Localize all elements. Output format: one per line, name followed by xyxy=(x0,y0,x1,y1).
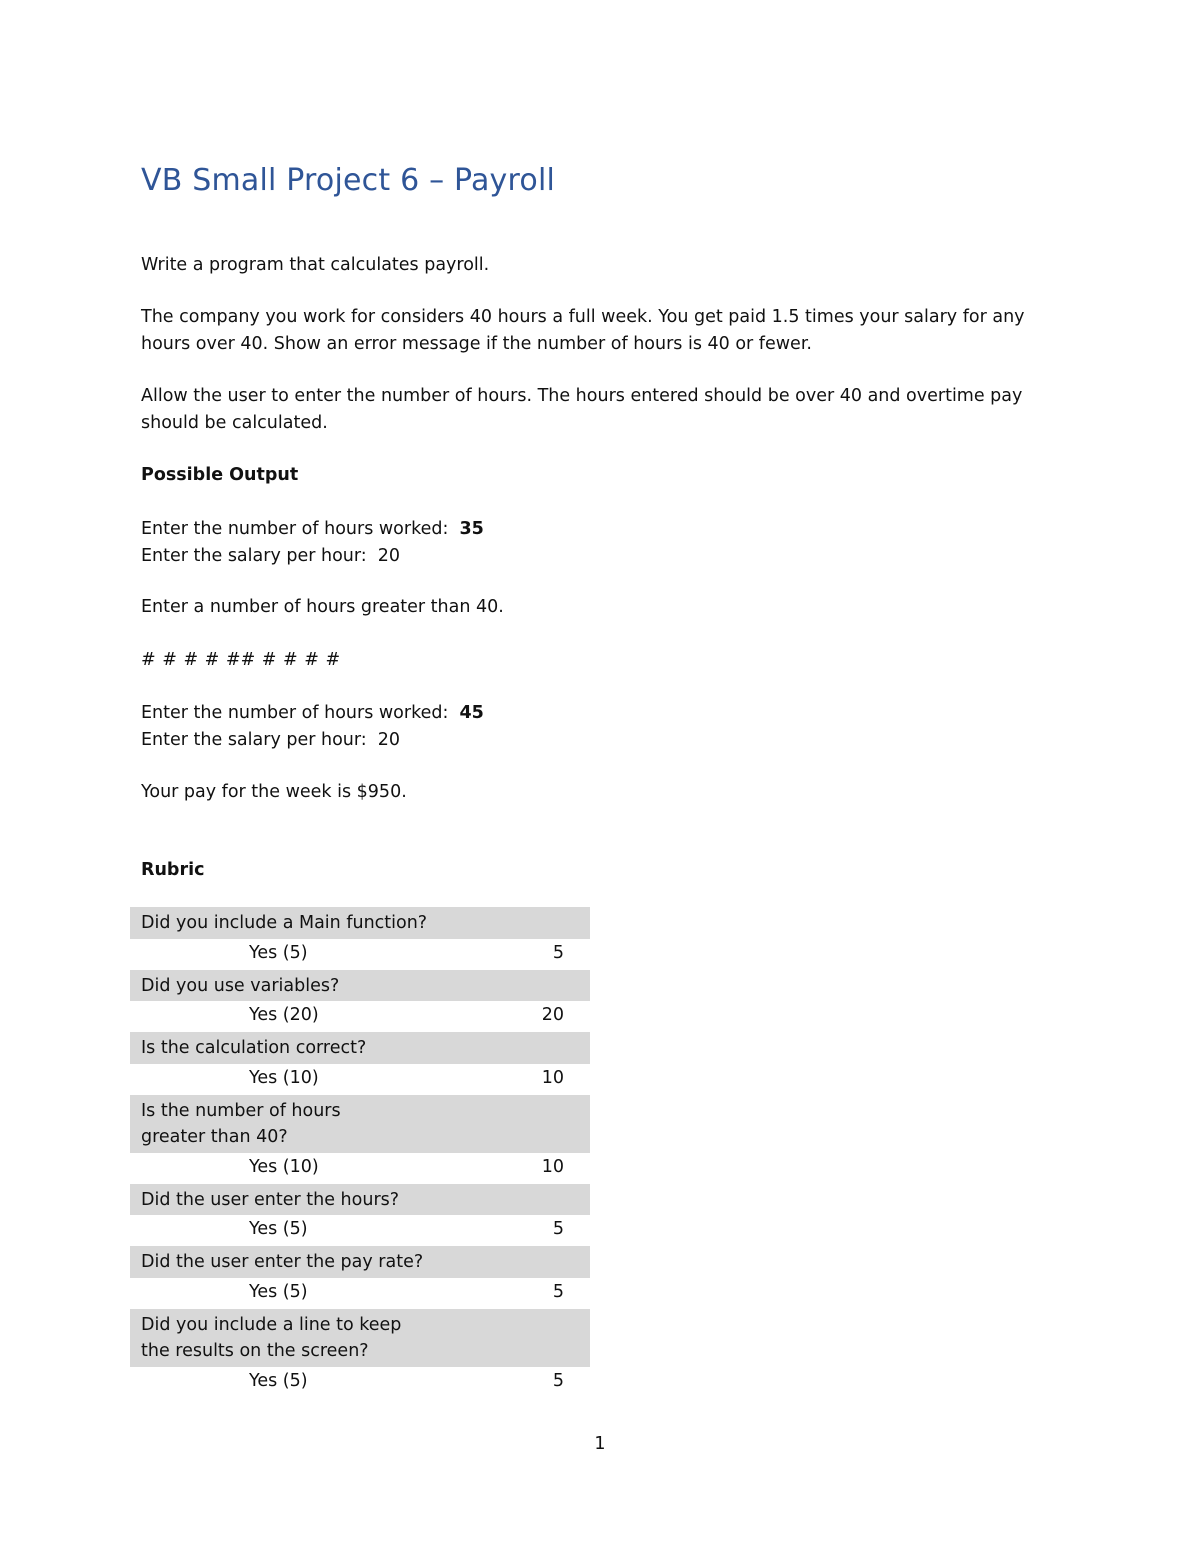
rubric-question xyxy=(130,1309,590,1367)
page-number: 1 xyxy=(594,1434,606,1454)
rubric-heading: Rubric xyxy=(141,860,205,880)
rubric-answer-row xyxy=(130,1367,590,1396)
rubric-question-line: greater than 40? xyxy=(141,1127,288,1147)
rubric-answer: Yes (5) xyxy=(249,1370,308,1391)
rubric-question xyxy=(130,1032,590,1064)
rubric-question xyxy=(130,1184,590,1216)
example-1-block xyxy=(141,516,1041,569)
example-2-hours-line xyxy=(141,700,1041,727)
separator-line: # # # # ## # # # # xyxy=(141,650,341,670)
rubric-answer: Yes (10) xyxy=(249,1156,319,1177)
intro-paragraph: Write a program that calculates payroll. xyxy=(141,255,490,275)
rubric-question xyxy=(130,1095,590,1153)
example-1-message: Enter a number of hours greater than 40. xyxy=(141,597,504,617)
rubric-question-line: Did the user enter the hours? xyxy=(141,1189,400,1210)
rubric-points: 20 xyxy=(541,1005,564,1025)
requirements-paragraph xyxy=(141,304,1041,357)
requirements-line-1: The company you work for considers 40 hours a full week. You get paid 1.5 times your salary for any xyxy=(141,307,1025,327)
rubric-answer: Yes (5) xyxy=(249,1219,308,1239)
rubric-question-line: Did you include a line to keep xyxy=(141,1314,402,1335)
rubric-answer: Yes (5) xyxy=(249,1281,308,1302)
rubric-question-line: the results on the screen? xyxy=(141,1341,369,1361)
rubric-answer-row xyxy=(130,1001,590,1030)
rubric-answer: Yes (10) xyxy=(249,1067,319,1088)
rubric-answer-row xyxy=(130,1064,590,1093)
example-2-salary-line xyxy=(141,727,1041,754)
example-1-salary-value: 20 xyxy=(377,545,401,566)
rubric-question-line: Is the number of hours xyxy=(141,1100,341,1121)
input-line-1: Allow the user to enter the number of hours. The hours entered should be over 40 and overtime pay xyxy=(141,386,1023,406)
requirements-line-2: hours over 40. Show an error message if the number of hours is 40 or fewer. xyxy=(141,333,812,354)
rubric-question xyxy=(130,907,590,939)
rubric-answer-row xyxy=(130,1278,590,1307)
example-2-salary-prompt: Enter the salary per hour: xyxy=(141,729,378,750)
example-1-hours-prompt: Enter the number of hours worked: xyxy=(141,519,460,539)
example-2-salary-value: 20 xyxy=(377,729,401,750)
example-2-hours-value: 45 xyxy=(459,703,484,723)
example-1-salary-prompt: Enter the salary per hour: xyxy=(141,545,378,566)
rubric-points: 5 xyxy=(552,942,564,963)
rubric-answer-row xyxy=(130,1215,590,1244)
example-1-salary-line xyxy=(141,543,1041,570)
rubric-question-line: Did you use variables? xyxy=(141,975,340,996)
example-1-hours-value: 35 xyxy=(459,519,484,539)
document-title: VB Small Project 6 – Payroll xyxy=(141,163,556,198)
rubric-points: 5 xyxy=(552,1370,564,1391)
rubric-points: 10 xyxy=(541,1067,564,1088)
rubric-points: 10 xyxy=(541,1156,564,1177)
input-line-2: should be calculated. xyxy=(141,412,328,433)
rubric-answer-row xyxy=(130,1153,590,1182)
rubric-question xyxy=(130,1246,590,1278)
rubric-table xyxy=(130,907,590,1396)
possible-output-heading: Possible Output xyxy=(141,465,299,485)
example-1-hours-line xyxy=(141,516,1041,543)
example-2-hours-prompt: Enter the number of hours worked: xyxy=(141,703,460,723)
example-2-block xyxy=(141,700,1041,753)
rubric-question-line: Is the calculation correct? xyxy=(141,1038,367,1058)
rubric-question xyxy=(130,970,590,1002)
rubric-points: 5 xyxy=(552,1219,564,1239)
input-paragraph xyxy=(141,383,1041,436)
example-2-message: Your pay for the week is $950. xyxy=(141,782,407,802)
rubric-points: 5 xyxy=(552,1281,564,1302)
rubric-question-line: Did the user enter the pay rate? xyxy=(141,1252,424,1272)
rubric-answer-row xyxy=(130,939,590,968)
rubric-answer: Yes (5) xyxy=(249,942,308,963)
rubric-question-line: Did you include a Main function? xyxy=(141,913,428,933)
rubric-answer: Yes (20) xyxy=(249,1005,319,1025)
